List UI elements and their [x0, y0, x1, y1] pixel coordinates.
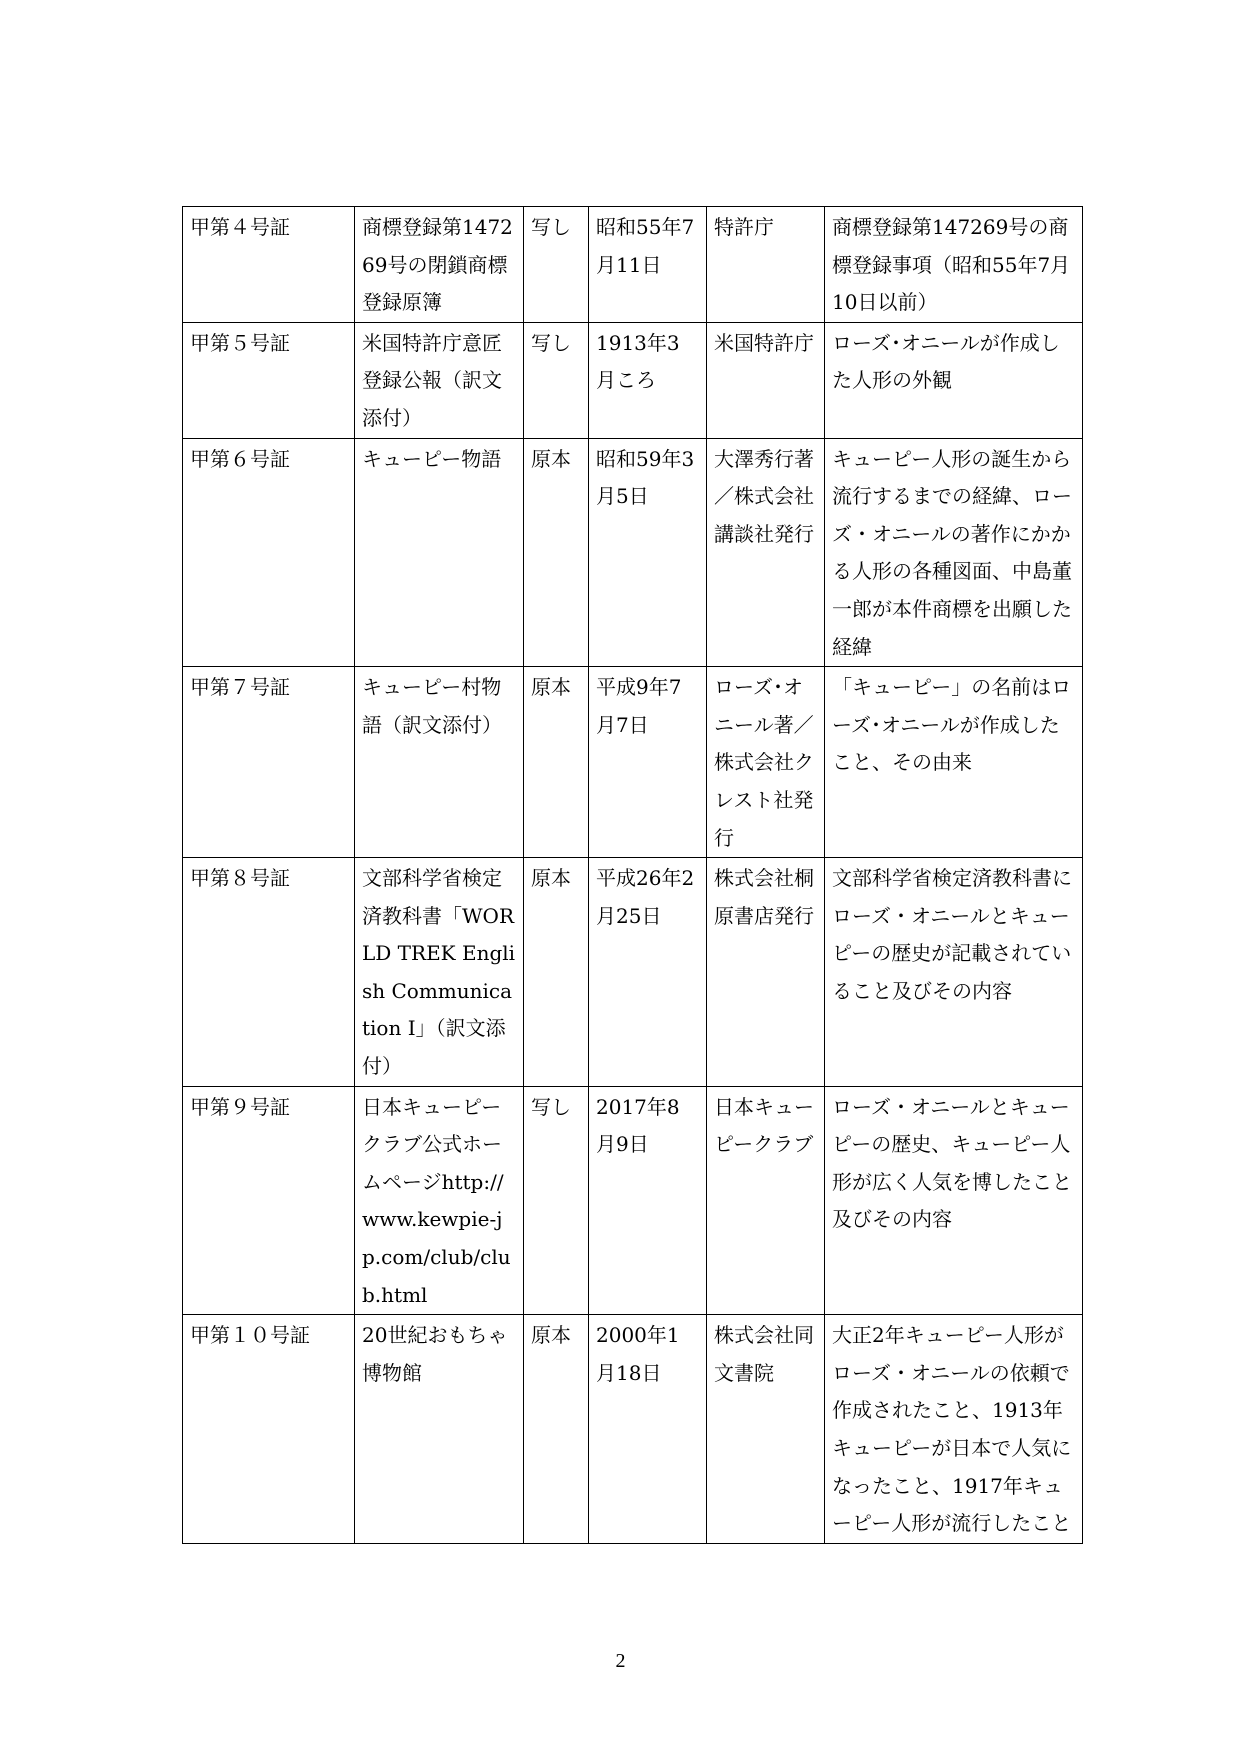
evidence-author-cell: 株式会社同文書院	[707, 1315, 825, 1544]
evidence-author-cell: 米国特許庁	[707, 322, 825, 438]
evidence-id-cell: 甲第９号証	[183, 1086, 355, 1315]
evidence-date-cell: 平成9年7月7日	[589, 667, 707, 858]
evidence-author-cell: 日本キューピークラブ	[707, 1086, 825, 1315]
table-row	[183, 438, 1083, 667]
evidence-id-cell: 甲第８号証	[183, 858, 355, 1087]
evidence-date-cell: 2000年1月18日	[589, 1315, 707, 1544]
evidence-table	[182, 206, 1083, 1544]
evidence-date-cell: 2017年8月9日	[589, 1086, 707, 1315]
table-row	[183, 207, 1083, 323]
evidence-date-cell: 平成26年2月25日	[589, 858, 707, 1087]
evidence-author-cell: 特許庁	[707, 207, 825, 323]
evidence-name-cell: 日本キューピークラブ公式ホームページhttp://www.kewpie-jp.com/club/club.html	[355, 1086, 524, 1315]
evidence-purpose-cell: キューピー人形の誕生から流行するまでの経緯、ローズ・オニールの著作にかかる人形の各種図面、中島董一郎が本件商標を出願した経緯	[825, 438, 1083, 667]
evidence-id-cell: 甲第７号証	[183, 667, 355, 858]
evidence-name-cell: 米国特許庁意匠登録公報（訳文添付）	[355, 322, 524, 438]
evidence-purpose-cell: 「キューピー」の名前はローズ･オニールが作成したこと、その由来	[825, 667, 1083, 858]
evidence-purpose-cell: 文部科学省検定済教科書にローズ・オニールとキューピーの歴史が記載されていること及びその内容	[825, 858, 1083, 1087]
evidence-name-cell: 20世紀おもちゃ博物館	[355, 1315, 524, 1544]
evidence-purpose-cell: 商標登録第147269号の商標登録事項（昭和55年7月10日以前）	[825, 207, 1083, 323]
evidence-author-cell: 株式会社桐原書店発行	[707, 858, 825, 1087]
table-row	[183, 1086, 1083, 1315]
evidence-kind-cell: 原本	[524, 438, 589, 667]
table-row	[183, 322, 1083, 438]
evidence-kind-cell: 原本	[524, 1315, 589, 1544]
evidence-author-cell: ローズ･オニール著／株式会社クレスト社発行	[707, 667, 825, 858]
evidence-id-cell: 甲第１０号証	[183, 1315, 355, 1544]
evidence-id-cell: 甲第６号証	[183, 438, 355, 667]
evidence-kind-cell: 写し	[524, 322, 589, 438]
evidence-purpose-cell: ローズ・オニールとキューピーの歴史、キューピー人形が広く人気を博したこと及びその内容	[825, 1086, 1083, 1315]
evidence-name-cell: 文部科学省検定済教科書「WORLD TREK English Communication I」（訳文添付）	[355, 858, 524, 1087]
evidence-kind-cell: 原本	[524, 858, 589, 1087]
evidence-name-cell: キューピー物語	[355, 438, 524, 667]
evidence-kind-cell: 写し	[524, 1086, 589, 1315]
evidence-kind-cell: 原本	[524, 667, 589, 858]
evidence-purpose-cell: ローズ･オニールが作成した人形の外観	[825, 322, 1083, 438]
table-row	[183, 1315, 1083, 1544]
page-number: 2	[615, 1650, 626, 1672]
table-row	[183, 858, 1083, 1087]
evidence-name-cell: 商標登録第147269号の閉鎖商標登録原簿	[355, 207, 524, 323]
evidence-purpose-cell: 大正2年キューピー人形がローズ・オニールの依頼で作成されたこと、1913年キューピーが日本で人気になったこと、1917年キューピー人形が流行したこと	[825, 1315, 1083, 1544]
evidence-date-cell: 昭和55年7月11日	[589, 207, 707, 323]
evidence-id-cell: 甲第５号証	[183, 322, 355, 438]
evidence-name-cell: キューピー村物語（訳文添付）	[355, 667, 524, 858]
table-row	[183, 667, 1083, 858]
evidence-date-cell: 1913年3月ころ	[589, 322, 707, 438]
evidence-date-cell: 昭和59年3月5日	[589, 438, 707, 667]
evidence-author-cell: 大澤秀行著／株式会社講談社発行	[707, 438, 825, 667]
evidence-kind-cell: 写し	[524, 207, 589, 323]
evidence-id-cell: 甲第４号証	[183, 207, 355, 323]
